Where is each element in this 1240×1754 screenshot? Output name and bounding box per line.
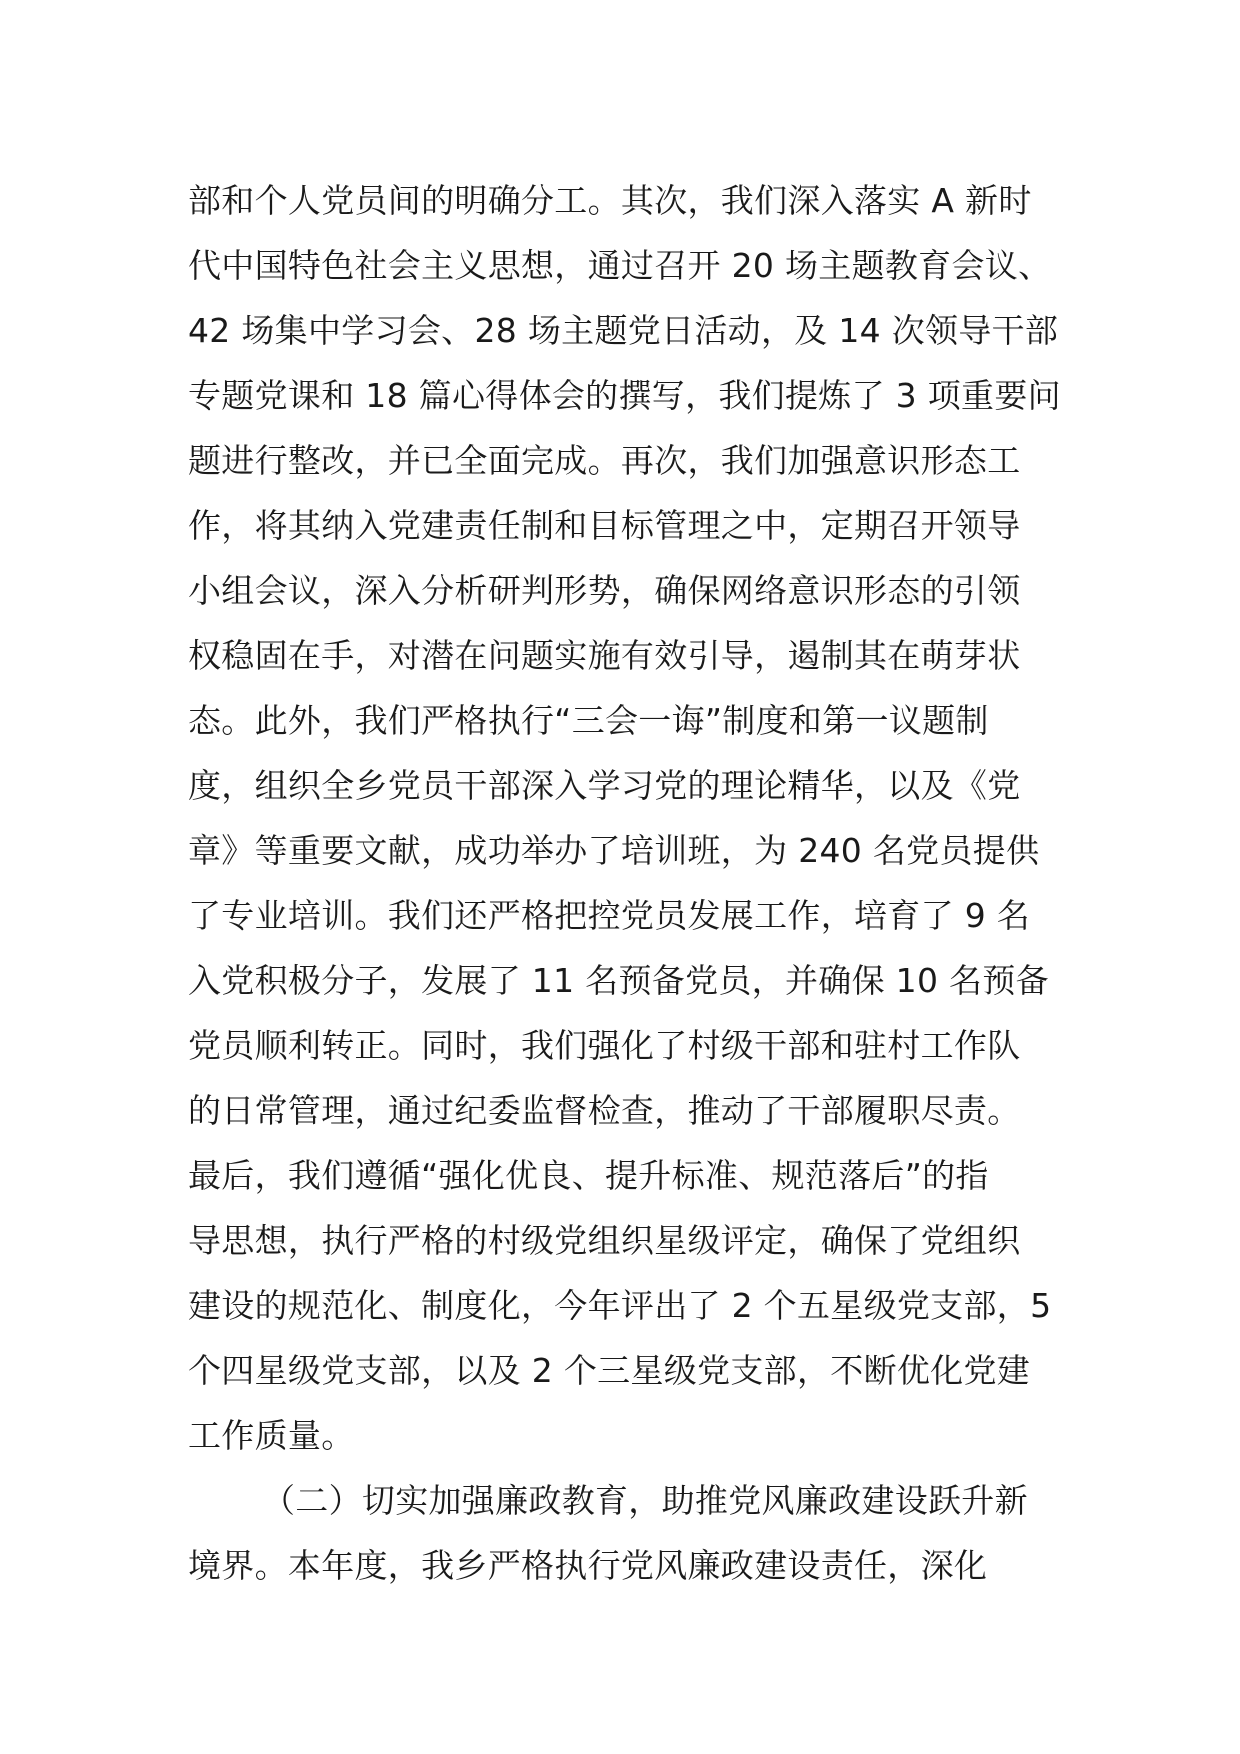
text-line: 的日常管理，通过纪委监督检查，推动了干部履职尽责。 <box>188 1091 1021 1130</box>
text-line: 党员顺利转正。同时，我们强化了村级干部和驻村工作队 <box>188 1026 1021 1065</box>
body-text <box>188 168 1068 1598</box>
text-line: 度，组织全乡党员干部深入学习党的理论精华，以及《党 <box>188 766 1021 805</box>
section-heading-line: （二）切实加强廉政教育，助推党风廉政建设跃升新 <box>262 1481 1028 1520</box>
text-line: 部和个人党员间的明确分工。其次，我们深入落实 A 新时 <box>188 181 1032 220</box>
text-line: 最后，我们遵循“强化优良、提升标准、规范落后”的指 <box>188 1156 989 1195</box>
text-line: 题进行整改，并已全面完成。再次，我们加强意识形态工 <box>188 441 1021 480</box>
text-line: 导思想，执行严格的村级党组织星级评定，确保了党组织 <box>188 1221 1021 1260</box>
text-line: 个四星级党支部，以及 2 个三星级党支部，不断优化党建 <box>188 1351 1031 1390</box>
text-line: 专题党课和 18 篇心得体会的撰写，我们提炼了 3 项重要问 <box>188 376 1061 415</box>
text-line: 作，将其纳入党建责任制和目标管理之中，定期召开领导 <box>188 506 1021 545</box>
text-line: 境界。本年度，我乡严格执行党风廉政建设责任，深化 <box>188 1546 988 1585</box>
text-line: 了专业培训。我们还严格把控党员发展工作，培育了 9 名 <box>188 896 1031 935</box>
text-line: 章》等重要文献，成功举办了培训班，为 240 名党员提供 <box>188 831 1040 870</box>
text-line: 小组会议，深入分析研判形势，确保网络意识形态的引领 <box>188 571 1021 610</box>
text-line: 42 场集中学习会、28 场主题党日活动，及 14 次领导干部 <box>188 311 1059 350</box>
text-line: 入党积极分子，发展了 11 名预备党员，并确保 10 名预备 <box>188 961 1049 1000</box>
text-line: 工作质量。 <box>188 1416 355 1455</box>
text-line: 权稳固在手，对潜在问题实施有效引导，遏制其在萌芽状 <box>188 636 1021 675</box>
text-line: 态。此外，我们严格执行“三会一诲”制度和第一议题制 <box>188 701 989 740</box>
text-line: 建设的规范化、制度化，今年评出了 2 个五星级党支部，5 <box>188 1286 1052 1325</box>
text-line: 代中国特色社会主义思想，通过召开 20 场主题教育会议、 <box>188 246 1052 285</box>
